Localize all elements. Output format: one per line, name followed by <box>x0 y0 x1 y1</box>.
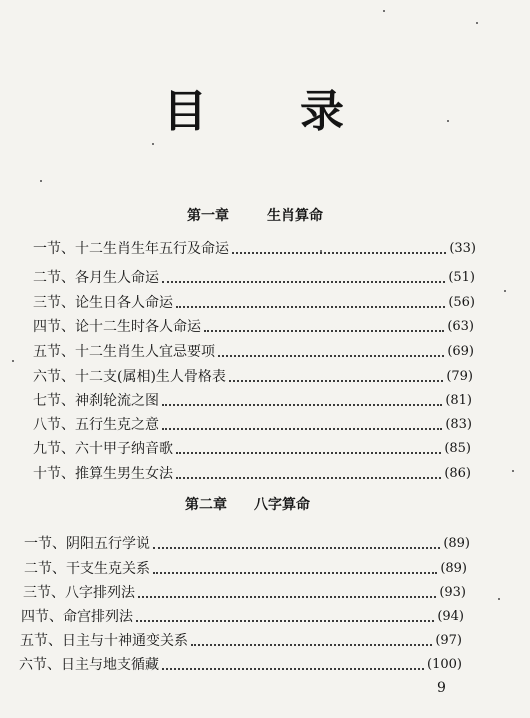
toc-leader-dots <box>162 428 442 430</box>
toc-entry[interactable] <box>33 366 473 388</box>
toc-entry[interactable] <box>33 238 476 260</box>
toc-entry-page: (93) <box>439 585 466 600</box>
toc-entry-page: (94) <box>437 609 464 624</box>
toc-entry[interactable] <box>33 267 475 289</box>
chapter-1-name: 生肖算命 <box>267 208 323 224</box>
scan-speck <box>383 10 385 12</box>
toc-entry[interactable] <box>33 390 472 412</box>
toc-entry-title: 五节、十二生肖生人宜忌要项 <box>33 344 215 360</box>
scan-speck <box>512 470 514 472</box>
toc-leader-dots <box>138 596 436 598</box>
toc-leader-dots <box>229 380 443 382</box>
toc-entry-title: 六节、日主与地支循藏 <box>19 657 159 673</box>
toc-leader-dots <box>191 644 432 646</box>
toc-leader-dots <box>176 477 441 479</box>
toc-entry-title: 四节、论十二生时各人命运 <box>33 319 201 335</box>
toc-entry-page: (69) <box>447 344 474 359</box>
chapter-2-name: 八字算命 <box>254 497 310 513</box>
toc-leader-dots <box>176 452 441 454</box>
toc-leader-dots <box>162 404 442 406</box>
toc-entry[interactable] <box>33 414 472 436</box>
toc-entry-page: (33) <box>449 241 476 256</box>
toc-entry-title: 六节、十二支(属相)生人骨格表 <box>33 369 226 385</box>
scan-speck <box>498 598 500 600</box>
chapter-1-heading <box>0 206 530 226</box>
toc-entry-page: (89) <box>443 536 470 551</box>
toc-entry-title: 八节、五行生克之意 <box>33 417 159 433</box>
chapter-2-number: 第二章 <box>185 497 227 513</box>
toc-leader-dots <box>162 668 424 670</box>
toc-entry-title: 九节、六十甲子纳音歌 <box>33 441 173 457</box>
toc-leader-dots <box>218 355 444 357</box>
toc-entry-title: 二节、干支生克关系 <box>24 561 150 577</box>
chapter-1-number: 第一章 <box>187 208 229 224</box>
toc-entry-title: 四节、命宫排列法 <box>21 609 133 625</box>
toc-entry-title: 十节、推算生男生女法 <box>33 466 173 482</box>
page-title-char-2: 录 <box>300 86 344 137</box>
toc-entry[interactable] <box>19 654 462 676</box>
scan-speck <box>152 143 154 145</box>
toc-entry-page: (81) <box>445 393 472 408</box>
scan-speck <box>476 22 478 24</box>
toc-entry-page: (83) <box>445 417 472 432</box>
toc-entry-title: 一节、阴阳五行学说 <box>24 536 150 552</box>
toc-entry[interactable] <box>33 316 474 338</box>
toc-leader-dots <box>153 547 440 549</box>
toc-entry-page: (56) <box>448 295 475 310</box>
toc-entry[interactable] <box>33 463 471 485</box>
toc-entry-page: (63) <box>447 319 474 334</box>
toc-entry-title: 三节、八字排列法 <box>23 585 135 601</box>
toc-entry-page: (85) <box>444 441 471 456</box>
page-title <box>0 84 530 140</box>
chapter-2-heading <box>0 495 530 515</box>
toc-entry[interactable] <box>33 438 471 460</box>
toc-leader-dots <box>136 620 434 622</box>
toc-entry[interactable] <box>23 582 466 604</box>
scan-speck <box>504 290 506 292</box>
toc-leader-dots <box>162 281 445 283</box>
page-number: 9 <box>437 680 446 696</box>
toc-entry[interactable] <box>20 630 462 652</box>
toc-leader-dots <box>232 252 446 254</box>
toc-entry-page: (86) <box>444 466 471 481</box>
toc-entry-title: 三节、论生日各人命运 <box>33 295 173 311</box>
toc-entry-page: (51) <box>448 270 475 285</box>
toc-entry-page: (100) <box>427 657 462 672</box>
toc-entry[interactable] <box>21 606 464 628</box>
scan-speck <box>12 360 14 362</box>
toc-entry-page: (79) <box>446 369 473 384</box>
scan-speck <box>40 180 42 182</box>
toc-entry-title: 二节、各月生人命运 <box>33 270 159 286</box>
toc-entry[interactable] <box>33 292 475 314</box>
toc-leader-dots <box>153 572 437 574</box>
toc-entry-title: 一节、十二生肖生年五行及命运 <box>33 241 229 257</box>
toc-entry[interactable] <box>24 533 470 555</box>
toc-entry[interactable] <box>24 558 467 580</box>
toc-entry-page: (89) <box>440 561 467 576</box>
toc-leader-dots <box>204 330 444 332</box>
toc-entry-title: 五节、日主与十神通变关系 <box>20 633 188 649</box>
toc-entry-title: 七节、神刹轮流之图 <box>33 393 159 409</box>
page-title-char-1: 目 <box>163 86 207 137</box>
toc-entry-page: (97) <box>435 633 462 648</box>
toc-leader-dots <box>176 306 445 308</box>
toc-entry[interactable] <box>33 341 474 363</box>
